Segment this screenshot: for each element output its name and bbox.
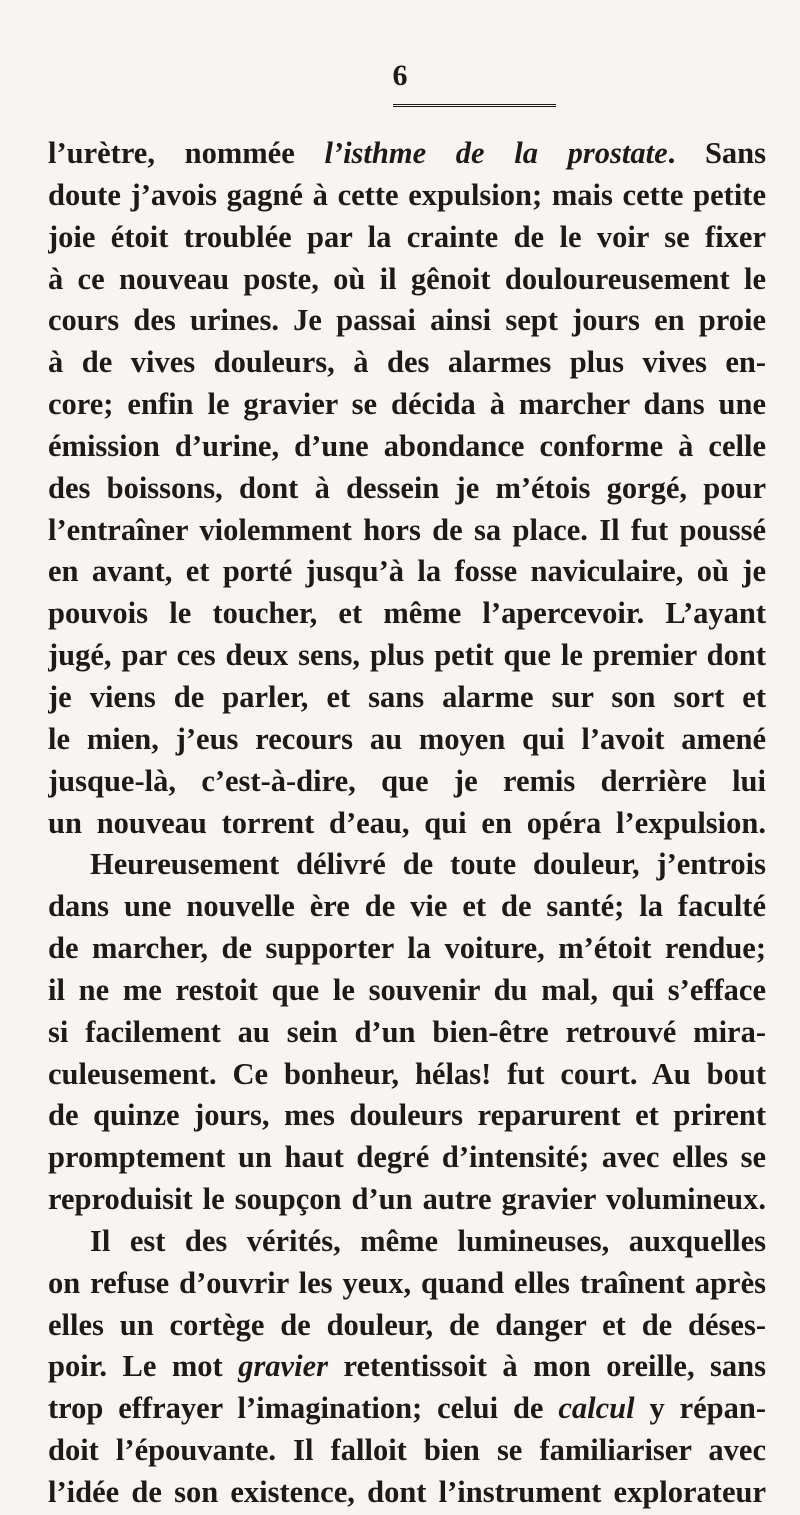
text-run: doute j’avois gagné à cette expulsion; mais cette petite	[48, 177, 766, 212]
text-run: Heureusement délivré de toute douleur, j’entrois	[90, 847, 766, 882]
text-line	[48, 677, 766, 719]
italic-text: calcul	[558, 1391, 635, 1426]
text-run: de quinze jours, mes douleurs reparurent et prirent	[48, 1098, 766, 1133]
text-run: joie étoit troublée par la crainte de le voir se fixer	[48, 219, 766, 254]
text-line	[48, 342, 766, 384]
page-number: 6	[392, 59, 408, 92]
text-line	[48, 510, 766, 552]
text-run: jusque-là, c’est-à-dire, que je remis derrière lui	[48, 763, 766, 798]
text-run: en avant, et porté jusqu’à la fosse naviculaire, où je	[48, 554, 766, 589]
text-line	[48, 1430, 766, 1472]
text-run: retentissoit à mon oreille, sans	[327, 1349, 766, 1384]
text-run: à ce nouveau poste, où il gênoit douloureusement le	[48, 261, 766, 296]
text-run: promptement un haut degré d’intensité; avec elles se	[48, 1140, 766, 1175]
italic-text: l’isthme de la prostate	[324, 136, 668, 170]
text-run: pouvois le toucher, et même l’apercevoir. L’ayant	[48, 596, 766, 631]
text-line	[48, 1388, 766, 1430]
text-line	[48, 1137, 766, 1179]
text-line	[48, 259, 766, 301]
text-line	[48, 761, 766, 803]
text-line	[48, 1305, 766, 1347]
text-line	[48, 1346, 766, 1388]
text-line	[48, 217, 766, 259]
text-run: de marcher, de supporter la voiture, m’étoit rendue;	[48, 931, 766, 966]
text-run: culeusement. Ce bonheur, hélas! fut court. Au bout	[48, 1056, 766, 1091]
text-line	[48, 1179, 766, 1221]
text-run: à de vives douleurs, à des alarmes plus vives en-	[48, 345, 766, 380]
text-run: y répan-	[634, 1391, 766, 1426]
text-line	[48, 1054, 766, 1096]
text-run: . Sans	[667, 136, 766, 170]
text-run: core; enfin le gravier se décida à marcher dans une	[48, 387, 766, 422]
text-run: dans une nouvelle ère de vie et de santé; la faculté	[48, 889, 766, 924]
text-run: le mien, j’eus recours au moyen qui l’avoit amené	[48, 721, 766, 756]
text-line	[48, 635, 766, 677]
text-line	[48, 886, 766, 928]
text-line	[48, 803, 766, 845]
text-run: on refuse d’ouvrir les yeux, quand elles traînent après	[48, 1265, 766, 1300]
text-line	[48, 970, 766, 1012]
text-run: l’entraîner violemment hors de sa place. Il fut poussé	[48, 512, 766, 547]
text-run: elles un cortège de douleur, de danger et de déses-	[48, 1307, 766, 1342]
text-run: jugé, par ces deux sens, plus petit que le premier dont	[48, 638, 766, 673]
text-run: trop effrayer l’imagination; celui de	[48, 1391, 559, 1426]
text-line	[48, 1263, 766, 1305]
text-run: des boissons, dont à dessein je m’étois gorgé, pour	[48, 470, 766, 505]
text-run: poir. Le mot	[48, 1349, 239, 1384]
text-line	[48, 551, 766, 593]
text-line	[48, 1472, 766, 1514]
text-line	[48, 133, 766, 175]
text-line	[48, 1012, 766, 1054]
text-run: doit l’épouvante. Il falloit bien se familiariser avec	[48, 1433, 766, 1468]
text-run: je viens de parler, et sans alarme sur son sort et	[48, 679, 766, 714]
text-run: un nouveau torrent d’eau, qui en opéra l’expulsion.	[48, 805, 766, 840]
text-run: l’urètre, nommée	[48, 136, 325, 170]
text-run: si facilement au sein d’un bien-être retrouvé mira-	[48, 1014, 766, 1049]
text-run: émission d’urine, d’une abondance conforme à celle	[48, 428, 766, 463]
text-line	[48, 1095, 766, 1137]
text-line	[48, 1221, 766, 1263]
text-line	[48, 844, 766, 886]
text-line	[48, 300, 766, 342]
text-run: il ne me restoit que le souvenir du mal, qui s’efface	[48, 972, 766, 1007]
text-line	[48, 928, 766, 970]
text-line	[48, 175, 766, 217]
text-line	[48, 384, 766, 426]
text-line	[48, 719, 766, 761]
text-run: cours des urines. Je passai ainsi sept jours en proie	[48, 303, 766, 338]
text-line	[48, 426, 766, 468]
text-run: reproduisit le soupçon d’un autre gravier volumineux.	[48, 1182, 766, 1217]
text-line	[48, 593, 766, 635]
text-run: l’idée de son existence, dont l’instrument explorateur	[48, 1475, 766, 1509]
text-run: Il est des vérités, même lumineuses, auxquelles	[90, 1223, 766, 1258]
text-line	[48, 468, 766, 510]
header-rule	[393, 104, 556, 107]
italic-text: gravier	[238, 1349, 328, 1384]
body-text	[48, 133, 766, 1514]
